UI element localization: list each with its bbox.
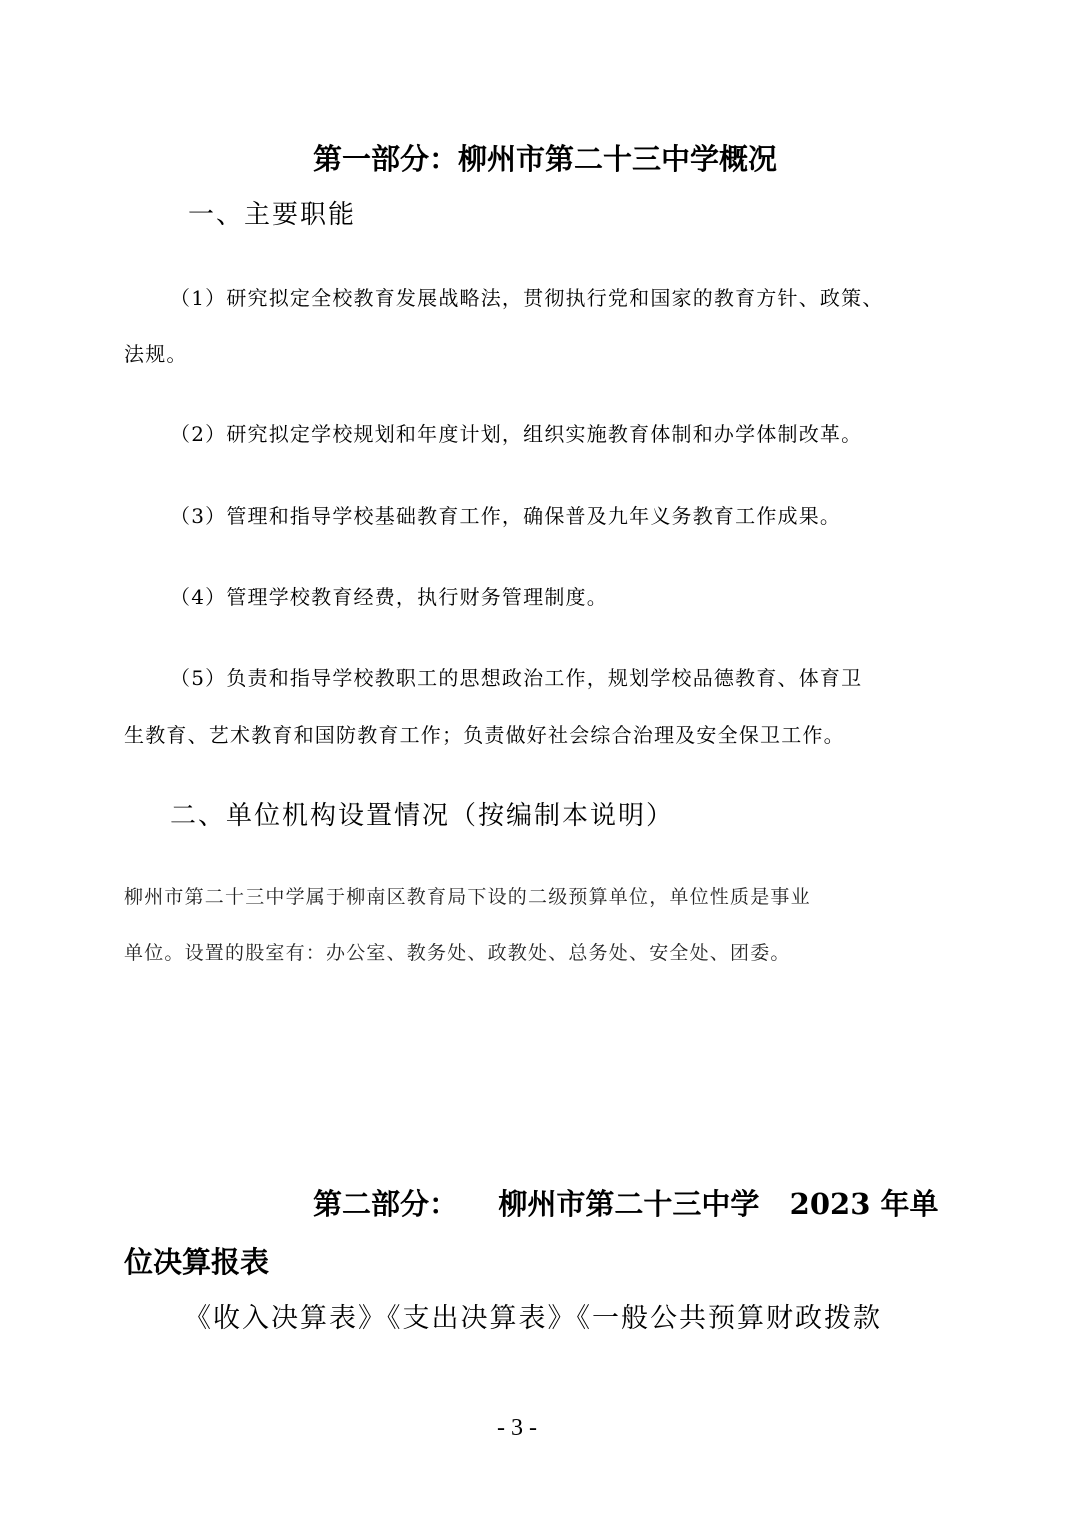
item1-line1: （1）研究拟定全校教育发展战略法，贯彻执行党和国家的教育方针、政策、 [170,286,884,310]
part2-title-line1: 第二部分： 柳州市第二十三中学 2023 年单 [313,1187,939,1221]
item5-line1: （5）负责和指导学校教职工的思想政治工作，规划学校品德教育、体育卫 [170,666,863,690]
item5-line2: 生教育、艺术教育和国防教育工作；负责做好社会综合治理及安全保卫工作。 [124,723,845,747]
section1-heading: 一、主要职能 [188,200,357,230]
part2-intro-line1: 《收入决算表》《支出决算表》《一般公共预算财政拨款 [184,1303,882,1334]
section2-line2: 单位。设置的股室有：办公室、教务处、政教处、总务处、安全处、团委。 [124,942,791,964]
item1-line2: 法规。 [124,342,188,366]
item2-line1: （2）研究拟定学校规划和年度计划，组织实施教育体制和办学体制改革。 [170,422,863,446]
part1-title: 第一部分：柳州市第二十三中学概况 [313,142,778,176]
section2-heading: 二、单位机构设置情况（按编制本说明） [170,801,675,831]
section2-line1: 柳州市第二十三中学属于柳南区教育局下设的二级预算单位，单位性质是事业 [124,886,811,908]
item3-line1: （3）管理和指导学校基础教育工作，确保普及九年义务教育工作成果。 [170,504,842,528]
part2-title-line2: 位决算报表 [124,1245,270,1279]
page-number: - 3 - [497,1415,537,1441]
item4-line1: （4）管理学校教育经费，执行财务管理制度。 [170,585,608,609]
